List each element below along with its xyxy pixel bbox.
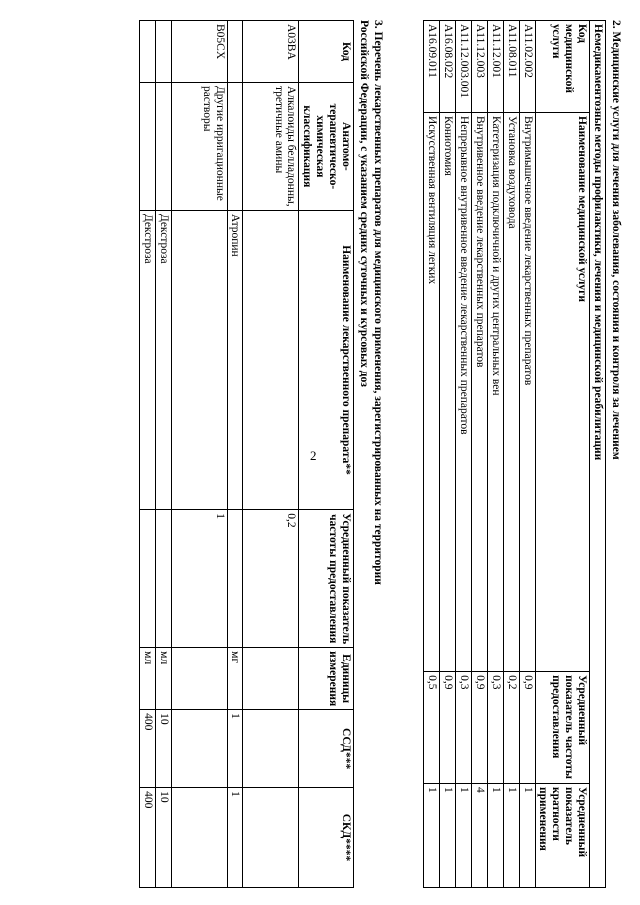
service-name: Внутривенное введение лекарственных препаратов [472, 112, 488, 671]
service-code: A11.12.003.001 [456, 21, 472, 113]
drug-unit [243, 648, 299, 710]
service-code: A11.08.011 [503, 21, 519, 113]
drug-frequency [227, 510, 243, 648]
service-multiplicity: 1 [503, 784, 519, 888]
table-row [456, 21, 472, 888]
drug-code: A03BA [243, 21, 299, 83]
drug-frequency [155, 510, 171, 648]
service-multiplicity: 1 [456, 784, 472, 888]
drug-atc [155, 82, 171, 210]
drug-atc: Другие ирригационные растворы [171, 82, 227, 210]
service-code: A11.02.002 [519, 21, 535, 113]
section3-title-line1: 3. Перечень лекарственных препаратов для медицинского применения, зарегистрированных на территории [372, 20, 384, 585]
table-row [440, 21, 456, 888]
drug-name: Атропин [227, 210, 243, 509]
col-header-frequency: Усредненный показатель частоты предоставления [299, 510, 354, 648]
rotated-page-content [90, 10, 630, 890]
drug-atc [139, 82, 155, 210]
service-multiplicity: 1 [488, 784, 504, 888]
drug-code [227, 21, 243, 83]
drug-ssd: 10 [155, 710, 171, 788]
drugs-table [139, 20, 354, 888]
col-header-atc: Анатомо-терапевтическо-химическая классификация [299, 82, 354, 210]
col-header-unit: Единицы измерения [299, 648, 354, 710]
table-row [171, 21, 227, 888]
service-code: A11.12.001 [488, 21, 504, 113]
table-row [519, 21, 535, 888]
service-multiplicity: 4 [472, 784, 488, 888]
col-header-skd: СКД**** [299, 788, 354, 888]
drug-ssd [171, 710, 227, 788]
table-row [424, 21, 440, 888]
drug-code: B05CX [171, 21, 227, 83]
section2-subheading: Немедикаментозные методы профилактики, лечения и медицинской реабилитации [590, 21, 606, 888]
service-frequency: 0,3 [456, 672, 472, 784]
service-name: Искусственная вентиляция легких [424, 112, 440, 671]
drug-unit: мл [139, 648, 155, 710]
col-header-drug-name: Наименование лекарственного препарата** [299, 210, 354, 509]
service-frequency: 0,9 [440, 672, 456, 784]
table-row [472, 21, 488, 888]
section3-title-line2: Российской Федерации, с указанием средних суточных и курсовых доз [358, 20, 370, 387]
drug-name: Декстроза [155, 210, 171, 509]
drug-unit: мг [227, 648, 243, 710]
drug-atc [227, 82, 243, 210]
drug-name: Декстроза [139, 210, 155, 509]
drug-skd: 400 [139, 788, 155, 888]
drug-ssd [243, 710, 299, 788]
drug-atc: Алкалоиды белладонны, третичные амины [243, 82, 299, 210]
drug-name [243, 210, 299, 509]
col-header-frequency: Усредненный показатель частоты предоставления [535, 672, 590, 784]
col-header-code: Код [299, 21, 354, 83]
drug-skd [243, 788, 299, 888]
drug-name [171, 210, 227, 509]
service-code: A16.08.022 [440, 21, 456, 113]
table-row [243, 21, 299, 888]
col-header-multiplicity: Усредненный показатель кратности применения [535, 784, 590, 888]
col-header-ssd: ССД*** [299, 710, 354, 788]
table-row [227, 21, 243, 888]
service-code: A16.09.011 [424, 21, 440, 113]
table-row [488, 21, 504, 888]
service-frequency: 0,2 [503, 672, 519, 784]
service-code: A11.12.003 [472, 21, 488, 113]
drug-ssd: 400 [139, 710, 155, 788]
service-frequency: 0,9 [519, 672, 535, 784]
table-row [503, 21, 519, 888]
service-name: Непрерывное внутривенное введение лекарственных препаратов [456, 112, 472, 671]
service-multiplicity: 1 [424, 784, 440, 888]
table-row [155, 21, 171, 888]
service-name: Установка воздуховода [503, 112, 519, 671]
section2-title: 2. Медицинские услуги для лечения заболевания, состояния и контроля за лечением [610, 20, 622, 460]
service-name: Кониотомия [440, 112, 456, 671]
drug-frequency: 0,2 [243, 510, 299, 648]
drug-skd: 10 [155, 788, 171, 888]
drug-skd [171, 788, 227, 888]
service-frequency: 0,9 [472, 672, 488, 784]
drug-frequency [139, 510, 155, 648]
drug-skd: 1 [227, 788, 243, 888]
table-row [139, 21, 155, 888]
drug-ssd: 1 [227, 710, 243, 788]
drug-unit [171, 648, 227, 710]
drug-code [155, 21, 171, 83]
service-multiplicity: 1 [440, 784, 456, 888]
service-name: Внутримышечное введение лекарственных препаратов [519, 112, 535, 671]
col-header-service-name: Наименование медицинской услуги [535, 112, 590, 671]
service-name: Катетеризация подключичной и других центральных вен [488, 112, 504, 671]
col-header-code: Код медицинской услуги [535, 21, 590, 113]
service-frequency: 0,3 [488, 672, 504, 784]
drug-frequency: 1 [171, 510, 227, 648]
services-table [424, 20, 607, 888]
service-frequency: 0,5 [424, 672, 440, 784]
drug-unit: мл [155, 648, 171, 710]
drug-code [139, 21, 155, 83]
service-multiplicity: 1 [519, 784, 535, 888]
page-number: 2 [310, 448, 317, 463]
